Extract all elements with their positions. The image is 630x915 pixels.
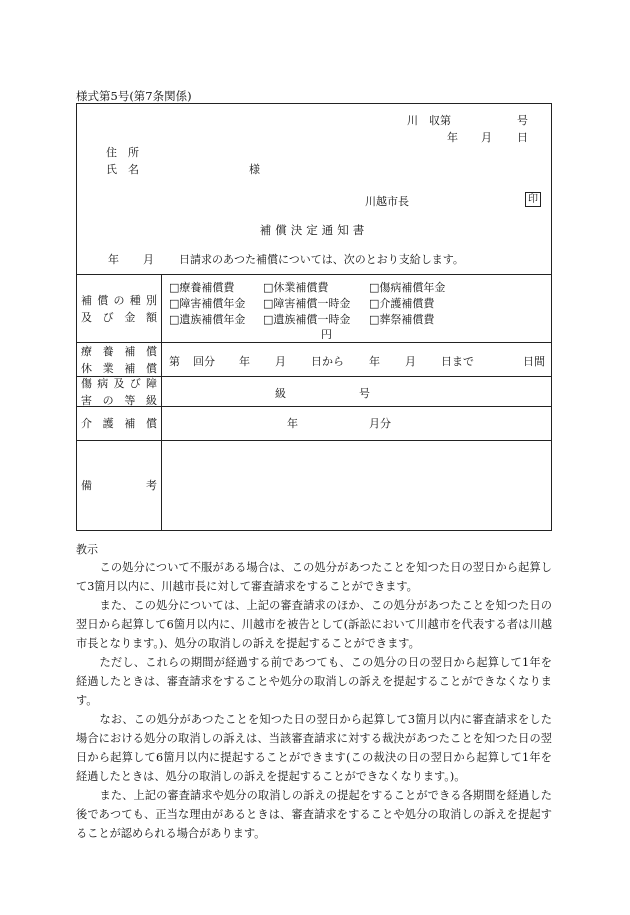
period-from-year: 年	[239, 355, 250, 368]
yen-unit: 円	[321, 328, 332, 341]
issuer-name: 川越市長	[365, 195, 409, 208]
document-title: 補償決定通知書	[259, 223, 369, 237]
notice-paragraph: この処分について不服がある場合は、この処分があつたことを知つた日の翌日から起算して3箇月以内に、川越市長に対して審査請求をすることができます。	[76, 561, 552, 593]
period-kaibun: 回分	[193, 355, 215, 368]
name-label: 氏 名	[106, 163, 139, 176]
types-label	[81, 292, 157, 326]
period-label	[81, 343, 157, 377]
period-to-year: 年	[369, 355, 380, 368]
table-top-line	[77, 274, 551, 275]
option-disability-lump: □障害補償一時金	[263, 297, 351, 310]
option-leave: □休業補償費	[263, 281, 329, 294]
receipt-date-year: 年	[447, 131, 458, 144]
types-label-line-1: 補償の種別	[81, 294, 157, 307]
notice-body	[76, 558, 552, 843]
option-funeral: □葬祭補償費	[369, 313, 435, 326]
period-to-day: 日まで	[441, 355, 474, 368]
intro-month: 月	[143, 253, 154, 266]
option-injury-pension: □傷病補償年金	[369, 281, 446, 294]
receipt-date-day: 日	[517, 131, 528, 144]
grade-label-line-2: 害の等級	[81, 394, 157, 407]
care-year: 年	[287, 417, 298, 430]
address-label: 住 所	[106, 146, 139, 159]
receipt-date-month: 月	[481, 131, 492, 144]
period-label-line-1: 療養補償	[81, 345, 157, 358]
remarks-label: 備考	[81, 479, 157, 492]
care-month: 月分	[369, 417, 391, 430]
option-care: □介護補償費	[369, 297, 435, 310]
notice-paragraph: ただし、これらの期間が経過する前であつても、この処分の日の翌日から起算して1年を経過したときは、審査請求をすることや処分の取消しの訴えを提起することができなくなります。	[76, 656, 552, 707]
option-disability-pension: □障害補償年金	[169, 297, 246, 310]
option-medical: □療養補償費	[169, 281, 235, 294]
option-survivor-lump: □遺族補償一時金	[263, 313, 351, 326]
period-label-line-2: 休業補償	[81, 362, 157, 375]
form-number-label: 様式第5号(第7条関係)	[76, 89, 192, 103]
types-label-line-2: 及び金額	[81, 311, 157, 324]
period-to-month: 月	[405, 355, 416, 368]
intro-text: 日請求のあつた補償については、次のとおり支給します。	[179, 253, 464, 266]
intro-year: 年	[108, 253, 119, 266]
period-days: 日間	[523, 355, 545, 368]
period-dai: 第	[169, 355, 180, 368]
receipt-prefix: 川 収第	[407, 114, 451, 127]
receipt-number-suffix: 号	[517, 114, 528, 127]
grade-kyu: 級	[275, 387, 286, 400]
notice-paragraph: また、この処分については、上記の審査請求のほか、この処分があつたことを知つた日の翌日から起算して6箇月以内に、川越市を被告として(訴訟において川越市を代表する者は川越市長となります。)、処分の取消しの訴えを提起することができます。	[76, 599, 552, 650]
honorific: 様	[249, 163, 260, 176]
grade-label	[81, 375, 157, 409]
notice-heading: 教示	[76, 543, 98, 556]
seal-mark: 印	[525, 192, 541, 207]
care-label: 介護補償	[81, 417, 157, 430]
notice-paragraph: なお、この処分があつたことを知つた日の翌日から起算して3箇月以内に審査請求をした場合における処分の取消しの訴えは、当該審査請求に対する裁決があつたことを知つた日の翌日から起算して6箇月以内に提起することができます(この裁決の日の翌日から起算して1年を経過したときは、処分の取消しの訴えを提起することができなくなります。)。	[76, 713, 552, 783]
period-from-day: 日から	[311, 355, 344, 368]
grade-go: 号	[359, 387, 370, 400]
notice-paragraph: また、上記の審査請求や処分の取消しの訴えの提起をすることができる各期間を経過した後であつても、正当な理由があるときは、審査請求をすることや処分の取消しの訴えを提起することが認められる場合があります。	[76, 789, 552, 840]
grade-label-line-1: 傷病及び障	[81, 377, 157, 390]
option-survivor-pension: □遺族補償年金	[169, 313, 246, 326]
notice-form-frame	[76, 103, 552, 531]
period-from-month: 月	[275, 355, 286, 368]
table-line-care	[77, 440, 551, 441]
table-label-divider	[161, 274, 162, 530]
